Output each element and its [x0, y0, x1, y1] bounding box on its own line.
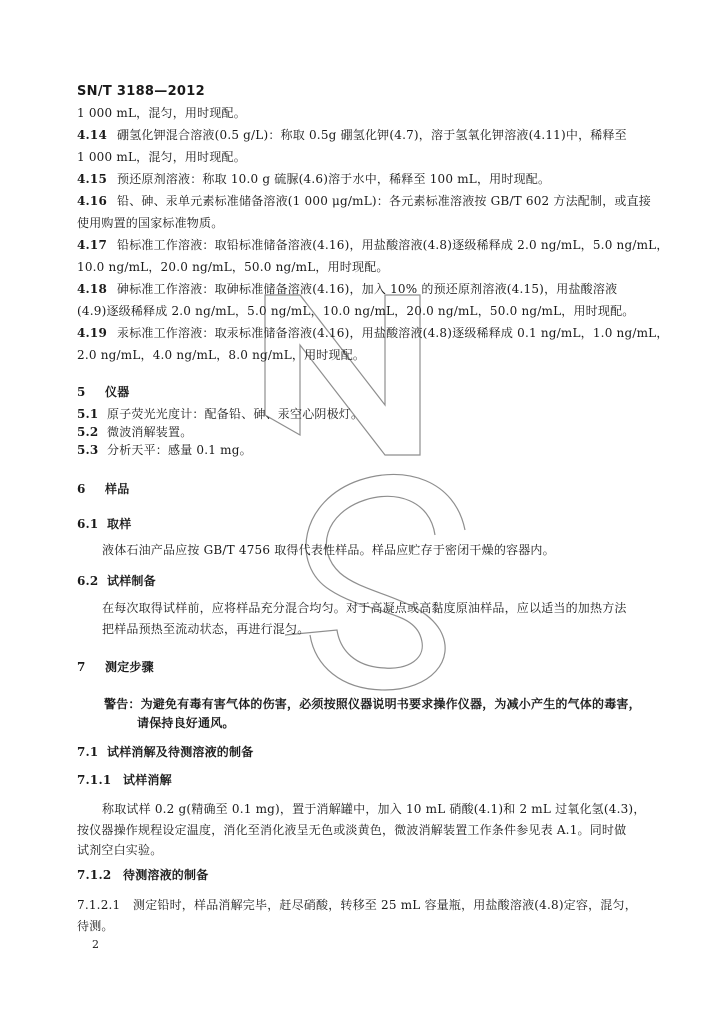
- clause-number: 4.17: [77, 238, 108, 252]
- clause-title: 待测溶液的制备: [123, 868, 209, 882]
- text-line: 10.0 ng/mL，20.0 ng/mL，50.0 ng/mL，用时现配。: [77, 260, 389, 274]
- paragraph: 试剂空白实验。: [77, 843, 163, 857]
- text-line: 1 000 mL，混匀，用时现配。: [77, 106, 246, 120]
- clause-text: 原子荧光光度计：配备铅、砷、汞空心阴极灯。: [107, 407, 364, 421]
- clause-4-19: [77, 325, 669, 341]
- clause-number: 7.1.2.1: [77, 898, 121, 912]
- clause-4-17: [77, 237, 669, 253]
- text-line: (4.9)逐级稀释成 2.0 ng/mL，5.0 ng/mL，10.0 ng/mL，20.0 ng/mL，50.0 ng/mL，用时现配。: [77, 304, 635, 318]
- page-number: 2: [92, 938, 99, 951]
- section-5-heading: [77, 384, 129, 400]
- section-number: 5: [77, 385, 86, 399]
- clause-7-1-heading: [77, 744, 253, 760]
- clause-number: 7.1.1: [77, 773, 112, 787]
- clause-6-2-heading: [77, 573, 156, 589]
- clause-7-1-2-1: [77, 897, 637, 913]
- clause-4-14: [77, 127, 627, 143]
- paragraph: 液体石油产品应按 GB/T 4756 取得代表性样品。样品应贮存于密闭干燥的容器内。: [102, 543, 555, 557]
- clause-title: 试样消解及待测溶液的制备: [107, 745, 254, 759]
- clause-number: 4.16: [77, 194, 108, 208]
- clause-text: 硼氢化钾混合溶液(0.5 g/L)：称取 0.5g 硼氢化钾(4.7)，溶于氢氧化钾溶液(4.11)中，稀释至: [117, 128, 627, 142]
- section-7-heading: [77, 659, 154, 675]
- text-line: 使用购置的国家标准物质。: [77, 216, 224, 230]
- warning-text: 请保持良好通风。: [137, 716, 235, 730]
- clause-4-18: [77, 281, 617, 297]
- clause-number: 4.14: [77, 128, 108, 142]
- clause-text: 汞标准工作溶液：取汞标准储备溶液(4.16)，用盐酸溶液(4.8)逐级稀释成 0.1 ng/mL，1.0 ng/mL，: [117, 326, 669, 340]
- clause-number: 6.2: [77, 574, 99, 588]
- clause-7-1-2-heading: [77, 867, 208, 883]
- clause-number: 4.18: [77, 282, 108, 296]
- section-title: 测定步骤: [105, 660, 154, 674]
- section-number: 7: [77, 660, 86, 674]
- clause-6-1-heading: [77, 516, 131, 532]
- clause-5-2: [77, 424, 192, 440]
- clause-number: 6.1: [77, 517, 99, 531]
- clause-5-1: [77, 406, 363, 422]
- section-6-heading: [77, 481, 129, 497]
- paragraph: 在每次取得试样前，应将样品充分混合均匀。对于高凝点或高黏度原油样品，应以适当的加热方法: [102, 601, 627, 615]
- clause-number: 5.1: [77, 407, 99, 421]
- clause-7-1-1-heading: [77, 772, 172, 788]
- clause-number: 4.19: [77, 326, 108, 340]
- clause-text: 铅标准工作溶液：取铅标准储备溶液(4.16)，用盐酸溶液(4.8)逐级稀释成 2.0 ng/mL，5.0 ng/mL，: [117, 238, 669, 252]
- clause-number: 7.1: [77, 745, 99, 759]
- text-line: 1 000 mL，混匀，用时现配。: [77, 150, 246, 164]
- clause-number: 5.3: [77, 443, 99, 457]
- paragraph: 称取试样 0.2 g(精确至 0.1 mg)，置于消解罐中，加入 10 mL 硝酸(4.1)和 2 mL 过氧化氢(4.3)，: [102, 802, 646, 816]
- clause-4-15: [77, 171, 550, 187]
- clause-title: 试样制备: [107, 574, 156, 588]
- standard-number-header: SN/T 3188—2012: [77, 84, 205, 99]
- paragraph: 把样品预热至流动状态，再进行混匀。: [102, 622, 310, 636]
- clause-4-16: [77, 193, 651, 209]
- clause-text: 铅、砷、汞单元素标准储备溶液(1 000 μg/mL)：各元素标准溶液按 GB/T 602 方法配制，或直接: [117, 194, 652, 208]
- clause-text: 分析天平：感量 0.1 mg。: [107, 443, 252, 457]
- warning-text: 警告：为避免有毒有害气体的伤害，必须按照仪器说明书要求操作仪器，为减小产生的气体的毒害，: [104, 697, 641, 711]
- section-title: 仪器: [105, 385, 130, 399]
- clause-number: 7.1.2: [77, 868, 112, 882]
- text-line: 2.0 ng/mL，4.0 ng/mL，8.0 ng/mL，用时现配。: [77, 348, 366, 362]
- clause-5-3: [77, 442, 252, 458]
- clause-text: 微波消解装置。: [107, 425, 193, 439]
- clause-number: 5.2: [77, 425, 99, 439]
- section-title: 样品: [105, 482, 130, 496]
- clause-title: 试样消解: [123, 773, 172, 787]
- paragraph: 按仪器操作规程设定温度，消化至消化液呈无色或淡黄色，微波消解装置工作条件参见表 A.1。同时做: [77, 823, 627, 837]
- section-number: 6: [77, 482, 86, 496]
- clause-text: 测定铅时，样品消解完毕，赶尽硝酸，转移至 25 mL 容量瓶，用盐酸溶液(4.8)定容，混匀，: [133, 898, 637, 912]
- clause-text: 砷标准工作溶液：取砷标准储备溶液(4.16)，加入 10% 的预还原剂溶液(4.15)，用盐酸溶液: [117, 282, 618, 296]
- clause-title: 取样: [107, 517, 132, 531]
- clause-number: 4.15: [77, 172, 108, 186]
- text-line: 待测。: [77, 919, 114, 933]
- clause-text: 预还原剂溶液：称取 10.0 g 硫脲(4.6)溶于水中，稀释至 100 mL，用时现配。: [117, 172, 551, 186]
